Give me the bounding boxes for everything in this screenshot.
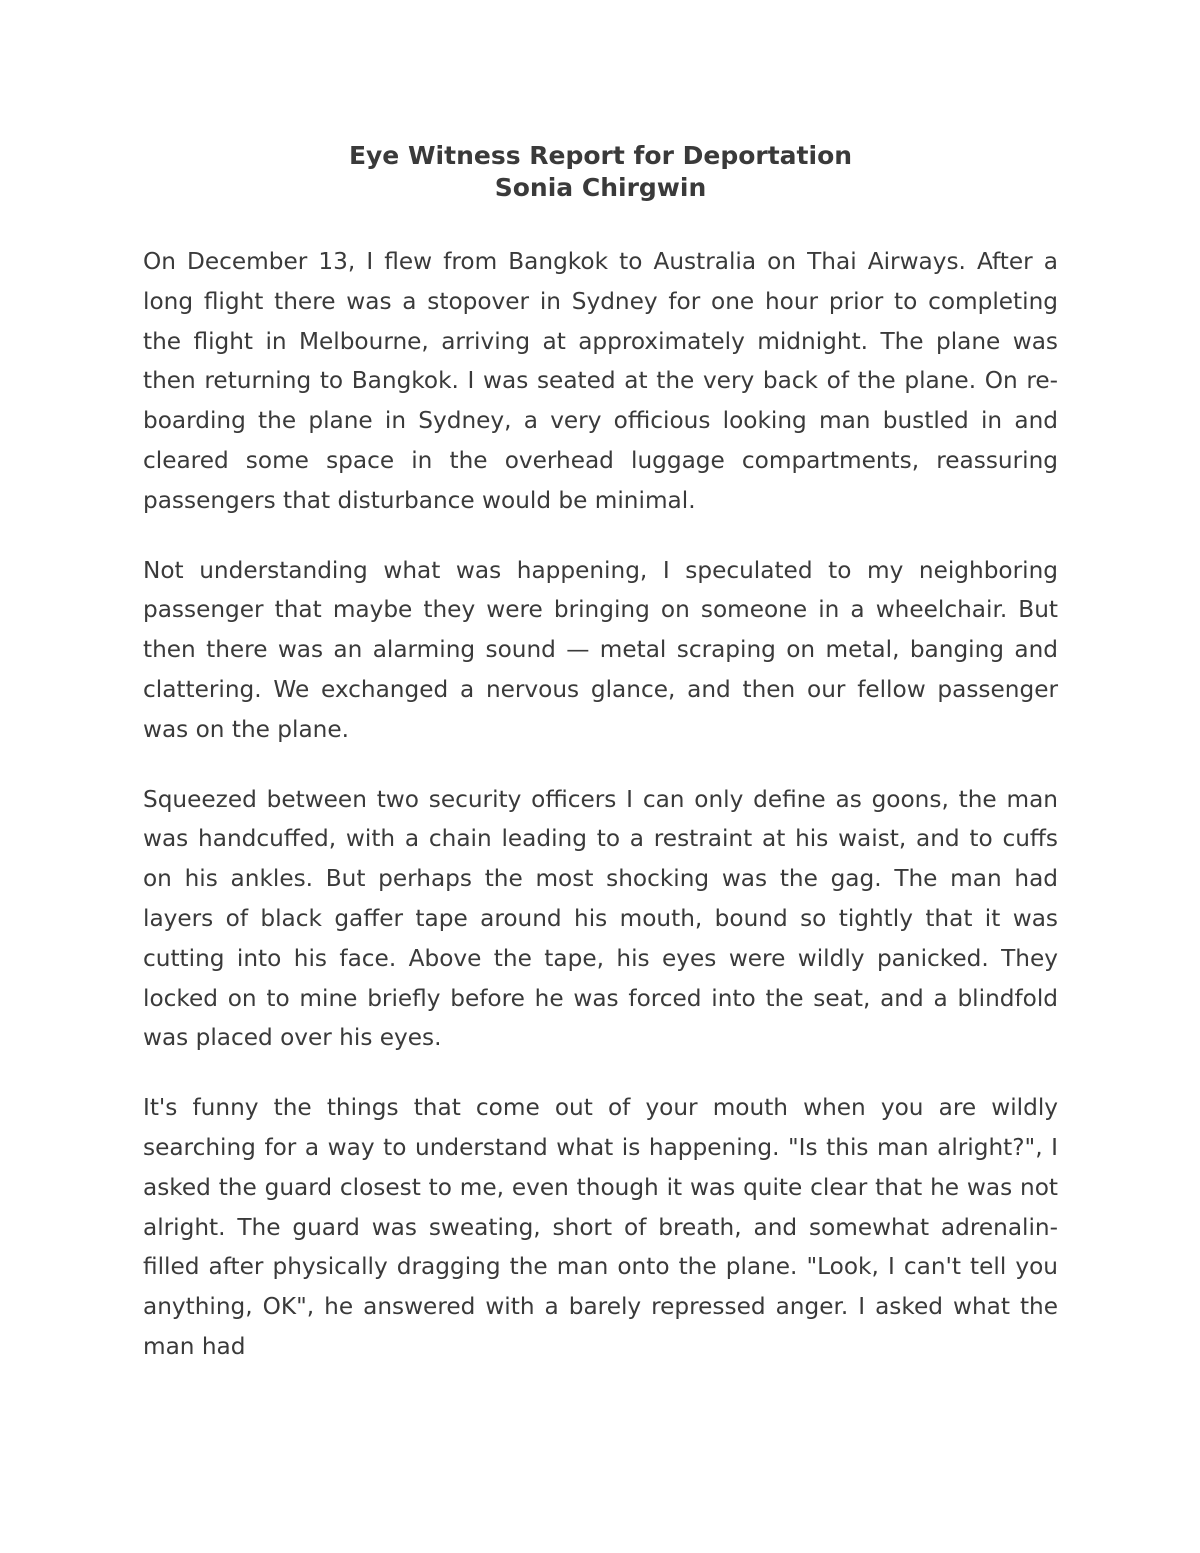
- paragraph-guard-exchange: It's funny the things that come out of your mouth when you are wildly searching for a way to understand what is happening. "Is this man alright?", I asked the guard closest to me, even though it was quite clear that he was not alright. The guard was sweating, short of breath, and somewhat adrenalin-filled after physically dragging the man onto the plane. "Look, I can't tell you anything, OK", he answered with a barely repressed anger. I asked what the man had: [143, 1094, 1058, 1360]
- document-body: [143, 140, 1058, 1397]
- paragraph-flight: On December 13, I flew from Bangkok to Australia on Thai Airways. After a long flight there was a stopover in Sydney for one hour prior to completing the flight in Melbourne, arriving at approximately midnight. The plane was then returning to Bangkok. I was seated at the very back of the plane. On re-boarding the plane in Sydney, a very officious looking man bustled in and cleared some space in the overhead luggage compartments, reassuring passengers that disturbance would be minimal.: [143, 248, 1058, 514]
- document-title: Eye Witness Report for Deportation: [348, 141, 853, 170]
- document-author: Sonia Chirgwin: [494, 173, 707, 202]
- paragraph-restrained-man: Squeezed between two security officers I can only define as goons, the man was handcuffed, with a chain leading to a restraint at his waist, and to cuffs on his ankles. But perhaps the most shocking was the gag. The man had layers of black gaffer tape around his mouth, bound so tightly that it was cutting into his face. Above the tape, his eyes were wildly panicked. They locked on to mine briefly before he was forced into the seat, and a blindfold was placed over his eyes.: [143, 785, 1058, 1052]
- paragraph-boarding-sound: Not understanding what was happening, I speculated to my neighboring passenger that maybe they were bringing on someone in a wheelchair. But then there was an alarming sound — metal scraping on metal, banging and clattering. We exchanged a nervous glance, and then our fellow passenger was on the plane.: [143, 556, 1058, 743]
